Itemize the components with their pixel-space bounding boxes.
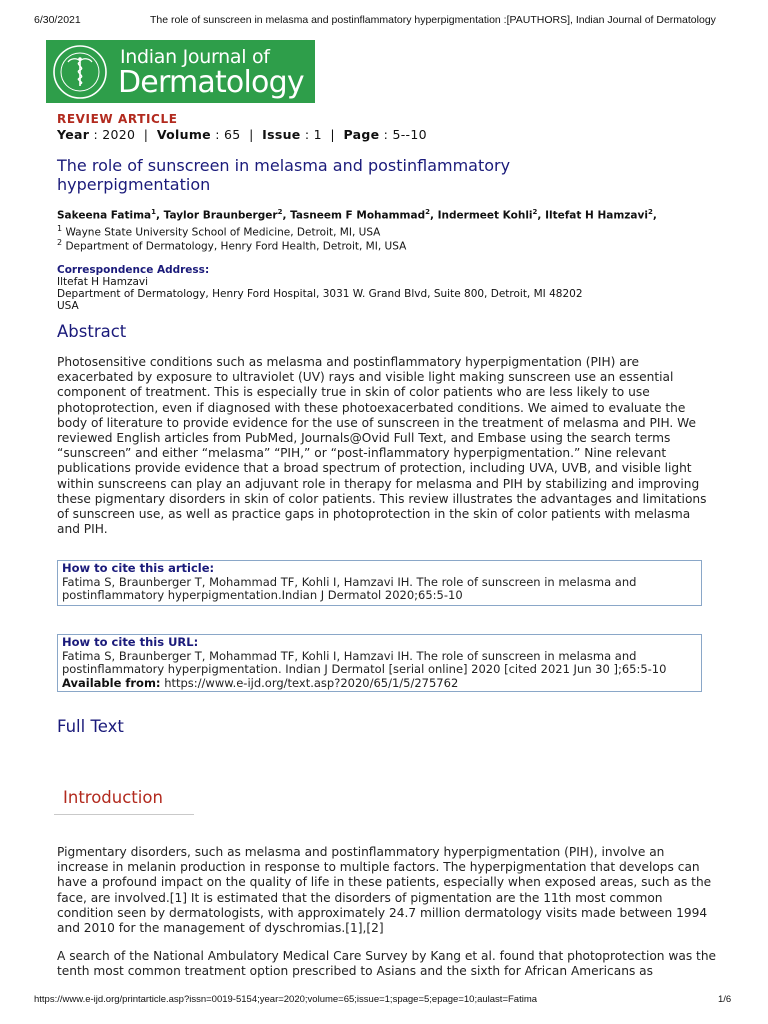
journal-logo[interactable] <box>46 40 315 103</box>
cite-url-box <box>57 634 702 692</box>
issue-label: Issue <box>262 127 301 142</box>
issue-value: 1 <box>313 127 322 142</box>
author-name[interactable]: Sakeena Fatima <box>57 209 152 222</box>
author-affiliation-mark: 2 <box>532 208 538 216</box>
author-name[interactable]: Indermeet Kohli <box>437 209 533 222</box>
affiliation-text: Department of Dermatology, Henry Ford Health, Detroit, MI, USA <box>65 240 407 253</box>
introduction-heading-text: Introduction <box>63 788 163 807</box>
page-value: 5--10 <box>392 127 427 142</box>
cite-article-label: How to cite this article: <box>62 561 215 575</box>
cite-url-label: How to cite this URL: <box>62 635 199 649</box>
abstract-text: Photosensitive conditions such as melasma and postinflammatory hyperpigmentation (PIH) are exacerbated by exposure to ultraviolet (UV) rays and visible light making sunscreen use an essential component of treatment. This is especially true in skin of color patients who are less likely to use photoprotection, even if diagnosed with these photoexacerbated conditions. We aimed to evaluate the body of literature to provide evidence for the use of sunscreen in the treatment of melasma and PIH. We reviewed English articles from PubMed, Journals@Ovid Full Text, and Embase using the search terms “sunscreen” and either “melasma” “PIH,” or “post-inflammatory hyperpigmentation.” Nine relevant publications provide evidence that a broad spectrum of protection, including UVA, UVB, and visible light within sunscreens can play an adjuvant role in therapy for melasma and PIH by stabilizing and improving these pigmentary disorders in skin of color patients. This review illustrates the advantages and limitations of sunscreen use, as well as practice gaps in photoprotection in the skin of color patients with melasma and PIH. <box>57 355 707 537</box>
publication-meta: Year : 2020 | Volume : 65 | Issue : 1 | Page : 5--10 <box>57 127 427 142</box>
abstract-heading: Abstract <box>57 322 127 341</box>
volume-value: 65 <box>224 127 241 142</box>
print-url: https://www.e-ijd.org/printarticle.asp?issn=0019-5154;year=2020;volume=65;issue=1;spage=5;epage=10;aulast=Fatima <box>34 994 538 1005</box>
author-affiliation-mark: 2 <box>647 208 653 216</box>
affiliation-2 <box>57 238 406 253</box>
author-list: Sakeena Fatima$^1$, Taylor Braunberger$^2$, Tasneem F Mohammad$^2$, Indermeet Kohli$^2$, Iltefat H Hamzavi$^2$, <box>57 208 657 222</box>
available-from-link[interactable]: https://www.e-ijd.org/text.asp?2020/65/1/5/275762 <box>164 675 459 690</box>
correspondence-label: Correspondence Address: <box>57 264 210 276</box>
print-page-number: 1/6 <box>718 994 732 1005</box>
logo-text-line1: Indian Journal of <box>120 46 270 68</box>
journal-seal-icon <box>52 44 108 100</box>
introduction-heading <box>54 788 194 815</box>
cite-url-text: Fatima S, Braunberger T, Mohammad TF, Kohli I, Hamzavi IH. The role of sunscreen in melasma and postinflammatory hyperpigmentation. Indian J Dermatol [serial online] 2020 [cited 2021 Jun 30 ];65:5-10 <box>62 648 667 676</box>
print-footer <box>0 994 768 1008</box>
affiliation-text: Wayne State University School of Medicine, Detroit, MI, USA <box>65 226 381 239</box>
affiliation-number: 2 <box>57 238 63 247</box>
correspondence-name: Iltefat H Hamzavi <box>57 276 149 288</box>
year-label: Year <box>57 127 90 142</box>
available-from-line <box>62 677 697 691</box>
author-affiliation-mark: 1 <box>151 208 156 216</box>
article-type: REVIEW ARTICLE <box>57 112 178 126</box>
print-page-title: The role of sunscreen in melasma and postinflammatory hyperpigmentation :[PAUTHORS], Indian Journal of Dermatology <box>150 14 716 26</box>
author-name[interactable]: Taylor Braunberger <box>163 209 278 222</box>
author-affiliation-mark: 2 <box>277 208 283 216</box>
author-name[interactable]: Tasneem F Mohammad <box>290 209 426 222</box>
affiliation-1 <box>57 224 380 239</box>
full-text-heading: Full Text <box>57 717 124 736</box>
author-affiliation-mark: 2 <box>425 208 430 216</box>
correspondence-country: USA <box>57 300 79 312</box>
cite-article-text: Fatima S, Braunberger T, Mohammad TF, Kohli I, Hamzavi IH. The role of sunscreen in melasma and postinflammatory hyperpigmentation.Indian J Dermatol 2020;65:5-10 <box>62 574 637 602</box>
introduction-paragraph-2: A search of the National Ambulatory Medical Care Survey by Kang et al. found that photoprotection was the tenth most common treatment option prescribed to Asians and the sixth for African Americans as <box>57 949 717 979</box>
year-value: 2020 <box>102 127 136 142</box>
introduction-paragraph-1: Pigmentary disorders, such as melasma and postinflammatory hyperpigmentation (PIH), involve an increase in melanin production in response to multiple factors. The hyperpigmentation that develops can have a profound impact on the quality of life in these patients, especially when exposed areas, such as the face, are involved.[1] It is estimated that the disorders of pigmentation are the 11th most common condition seen by dermatologists, with approximately 24.7 million dermatology visits made between 1994 and 2010 for the management of dyschromias.[1],[2] <box>57 845 712 936</box>
correspondence-label-text: Correspondence Address <box>57 264 205 276</box>
page-label: Page <box>343 127 380 142</box>
correspondence-address: Department of Dermatology, Henry Ford Hospital, 3031 W. Grand Blvd, Suite 800, Detroit, MI 48202 <box>57 288 583 300</box>
affiliation-number: 1 <box>57 224 63 233</box>
volume-label: Volume <box>156 127 211 142</box>
print-header <box>0 14 768 32</box>
article-title: The role of sunscreen in melasma and postinflammatory hyperpigmentation <box>57 156 511 194</box>
print-date: 6/30/2021 <box>34 14 81 26</box>
logo-text-line2: Dermatology <box>118 65 304 100</box>
author-name[interactable]: Iltefat H Hamzavi <box>545 209 648 222</box>
cite-article-box <box>57 560 702 606</box>
available-from-label: Available from: <box>62 675 161 690</box>
